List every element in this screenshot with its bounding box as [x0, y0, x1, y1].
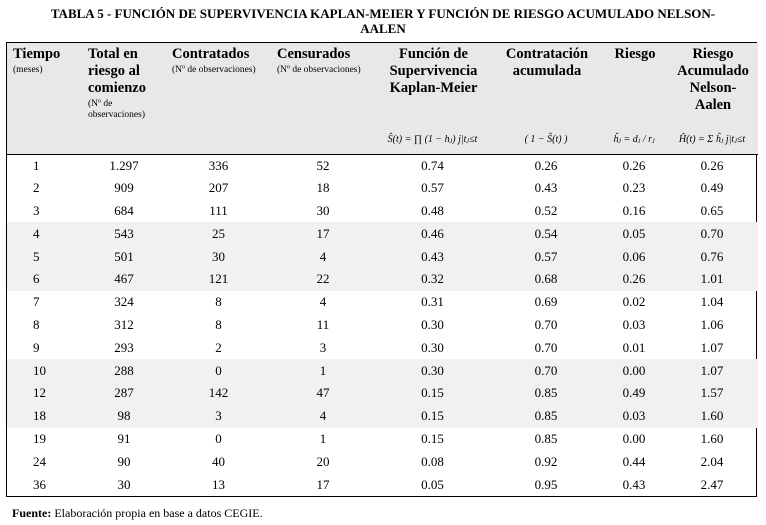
header-censurados-label: Censurados [277, 46, 351, 62]
table-cell: 24 [33, 453, 46, 469]
table-cell: 0.02 [622, 294, 646, 310]
table-cell: 0.00 [622, 362, 646, 378]
table-cell: 3 [215, 408, 222, 424]
table-cell: 36 [33, 476, 46, 492]
table-cell: 293 [114, 339, 134, 355]
header-kaplan-meier-label: Función de Supervivencia Kaplan-Meier [389, 46, 478, 96]
header-censurados-sub: (Nº de observaciones) [277, 65, 361, 75]
header-tiempo [7, 43, 82, 154]
header-censurados [271, 43, 375, 154]
table-cell: 0.43 [622, 476, 646, 492]
table-cell: 0.70 [534, 339, 558, 355]
table-cell: 0.03 [622, 316, 646, 332]
table-cell: 25 [212, 225, 225, 241]
table-cell: 501 [114, 248, 134, 264]
table-cell: 1.07 [700, 362, 724, 378]
kaplan-meier-formula: Ŝ(t) = ∏ (1 − hⱼ) j|tⱼ≤t [387, 133, 478, 145]
table-cell: 11 [316, 316, 330, 332]
table-cell: 3 [319, 339, 327, 355]
table-cell: 0.85 [534, 430, 558, 446]
table-cell: 0.26 [622, 157, 646, 173]
table-cell: 1 [319, 362, 327, 378]
table-cell: 8 [215, 316, 222, 332]
header-contratacion-acumulada [490, 43, 602, 154]
table-row [7, 291, 758, 314]
table-cell: 30 [212, 248, 225, 264]
table-cell: 0.16 [622, 202, 646, 218]
table-row [7, 154, 758, 177]
nelson-aalen-formula: Ĥ(t) = Σ ĥⱼ j|tⱼ≤t [678, 133, 746, 145]
table-cell: 0.76 [700, 248, 724, 264]
table-cell: 1 [319, 430, 327, 446]
table-cell: 0.85 [534, 385, 558, 401]
table-cell: 30 [117, 476, 131, 492]
table-row [7, 200, 758, 223]
table-cell: 0.08 [421, 453, 444, 469]
table-cell: 6 [33, 271, 40, 287]
riesgo-formula: ĥⱼ = dⱼ / rⱼ [613, 133, 655, 145]
table-cell: 2 [215, 339, 222, 355]
table-cell: 543 [114, 225, 134, 241]
table-cell: 0.57 [534, 248, 558, 264]
table-cell: 324 [114, 294, 134, 310]
table-cell: 0.85 [534, 408, 558, 424]
table-body [7, 154, 758, 496]
table-cell: 0.03 [622, 408, 646, 424]
table-cell: 0.15 [421, 385, 444, 401]
table-cell: 0.95 [534, 476, 558, 492]
table-cell: 0.31 [421, 294, 444, 310]
table-cell: 0.23 [622, 180, 646, 196]
table-cell: 142 [208, 385, 229, 401]
table-row [7, 473, 758, 496]
table-cell: 0.69 [534, 294, 558, 310]
table-title-line2: AALEN [360, 21, 406, 36]
table-cell: 0.26 [700, 157, 724, 173]
header-kaplan-meier [375, 43, 490, 154]
table-cell: 0.52 [534, 202, 558, 218]
table-cell: 1.60 [700, 430, 724, 446]
table-cell: 1.07 [700, 339, 724, 355]
header-total-riesgo-sub: (Nº de observaciones) [88, 99, 145, 120]
table-cell: 0.68 [534, 271, 558, 287]
table-row [7, 245, 758, 268]
table-cell: 8 [215, 294, 222, 310]
table-cell: 0.70 [700, 225, 724, 241]
table-cell: 1.57 [700, 385, 724, 401]
table-row [7, 405, 758, 428]
table-row [7, 268, 758, 291]
table-cell: 0.74 [421, 157, 444, 173]
table-cell: 0.49 [700, 180, 724, 196]
table-cell: 30 [316, 202, 330, 218]
table-cell: 684 [114, 202, 134, 218]
table-cell: 0.06 [622, 248, 646, 264]
table-cell: 0 [215, 362, 222, 378]
table-row [7, 314, 758, 337]
table-cell: 0.30 [421, 316, 444, 332]
table-cell: 0.57 [421, 180, 444, 196]
table-cell: 22 [316, 271, 330, 287]
table-title [0, 6, 766, 36]
table-cell: 312 [114, 316, 134, 332]
table-cell: 0.70 [534, 316, 558, 332]
table-cell: 18 [316, 180, 330, 196]
table-cell: 18 [33, 408, 46, 424]
table-cell: 207 [208, 180, 229, 196]
table-cell: 287 [114, 385, 134, 401]
header-tiempo-label: Tiempo [13, 46, 61, 62]
table-cell: 4 [33, 225, 40, 241]
table-cell: 2 [33, 180, 40, 196]
table-row [7, 177, 758, 200]
table-cell: 1 [33, 157, 40, 173]
header-tiempo-sub: (meses) [13, 65, 43, 75]
table-cell: 0.30 [421, 339, 444, 355]
table-cell: 2.04 [700, 453, 724, 469]
header-contratacion-acumulada-label: Contratación acumulada [505, 46, 589, 79]
survival-table [6, 42, 757, 497]
table-title-line1: TABLA 5 - FUNCIÓN DE SUPERVIVENCIA KAPLAN-MEIER Y FUNCIÓN DE RIESGO ACUMULADO NELSON- [50, 6, 716, 21]
table-cell: 0.01 [622, 339, 646, 355]
header-total-riesgo [82, 43, 166, 154]
table-cell: 2.47 [700, 476, 724, 492]
table-cell: 0.92 [534, 453, 558, 469]
table-cell: 7 [33, 294, 40, 310]
header-row [7, 43, 758, 154]
table-cell: 0.05 [622, 225, 646, 241]
table-cell: 17 [316, 225, 330, 241]
header-nelson-aalen-label: Riesgo Acumulado Nelson-Aalen [677, 46, 749, 113]
table-cell: 13 [212, 476, 225, 492]
table-cell: 111 [209, 202, 228, 218]
table-cell: 0.26 [534, 157, 558, 173]
table-cell: 0.44 [622, 453, 646, 469]
table-cell: 3 [33, 202, 40, 218]
table-cell: 336 [208, 157, 229, 173]
table-cell: 0.54 [534, 225, 558, 241]
table-cell: 0.43 [421, 248, 444, 264]
table-row [7, 222, 758, 245]
table-cell: 4 [319, 408, 327, 424]
header-contratados-label: Contratados [172, 46, 250, 62]
header-total-riesgo-label: Total en riesgo al comienzo [88, 46, 146, 96]
table-cell: 121 [208, 271, 229, 287]
header-riesgo [602, 43, 666, 154]
table-cell: 0.32 [421, 271, 444, 287]
header-contratados [166, 43, 271, 154]
source-label: Fuente: [12, 506, 52, 520]
table-cell: 0.05 [421, 476, 444, 492]
table-cell: 0.70 [534, 362, 558, 378]
table-cell: 4 [319, 248, 327, 264]
table-cell: 4 [319, 294, 327, 310]
source-note [12, 506, 263, 521]
table-cell: 467 [114, 271, 134, 287]
table-cell: 0.26 [622, 271, 646, 287]
table-cell: 47 [316, 385, 330, 401]
header-nelson-aalen [666, 43, 758, 154]
table-row [7, 450, 758, 473]
header-contratados-sub: (Nº de observaciones) [172, 65, 256, 75]
table-row [7, 336, 758, 359]
table-cell: 909 [114, 180, 134, 196]
table-cell: 9 [33, 339, 40, 355]
table-cell: 0.15 [421, 430, 444, 446]
table-cell: 0.00 [622, 430, 646, 446]
table-row [7, 382, 758, 405]
table-cell: 0.43 [534, 180, 558, 196]
table-cell: 19 [33, 430, 46, 446]
contratacion-formula: ( 1 − Ŝ(t) ) [524, 133, 568, 145]
table-cell: 0.49 [622, 385, 646, 401]
table-cell: 10 [33, 362, 46, 378]
table-cell: 1.06 [700, 316, 724, 332]
header-riesgo-label: Riesgo [614, 46, 656, 62]
table-row [7, 428, 758, 451]
table-cell: 0.48 [421, 202, 444, 218]
table-cell: 5 [33, 248, 40, 264]
table-cell: 1.01 [700, 271, 724, 287]
table-cell: 1.297 [109, 157, 139, 173]
table-cell: 8 [33, 316, 40, 332]
table-cell: 0.30 [421, 362, 444, 378]
table-cell: 12 [33, 385, 46, 401]
table-cell: 1.04 [700, 294, 724, 310]
table-cell: 17 [316, 476, 330, 492]
table-cell: 90 [117, 453, 131, 469]
table-cell: 0.15 [421, 408, 444, 424]
table-cell: 0.65 [700, 202, 724, 218]
source-text: Elaboración propia en base a datos CEGIE. [51, 506, 263, 520]
table-cell: 0.46 [421, 225, 444, 241]
table-cell: 40 [212, 453, 225, 469]
table-cell: 52 [316, 157, 330, 173]
table-cell: 20 [316, 453, 330, 469]
table-cell: 91 [117, 430, 131, 446]
table-cell: 288 [114, 362, 134, 378]
table-cell: 98 [117, 408, 131, 424]
table-cell: 0 [215, 430, 222, 446]
table-cell: 1.60 [700, 408, 724, 424]
table-row [7, 359, 758, 382]
